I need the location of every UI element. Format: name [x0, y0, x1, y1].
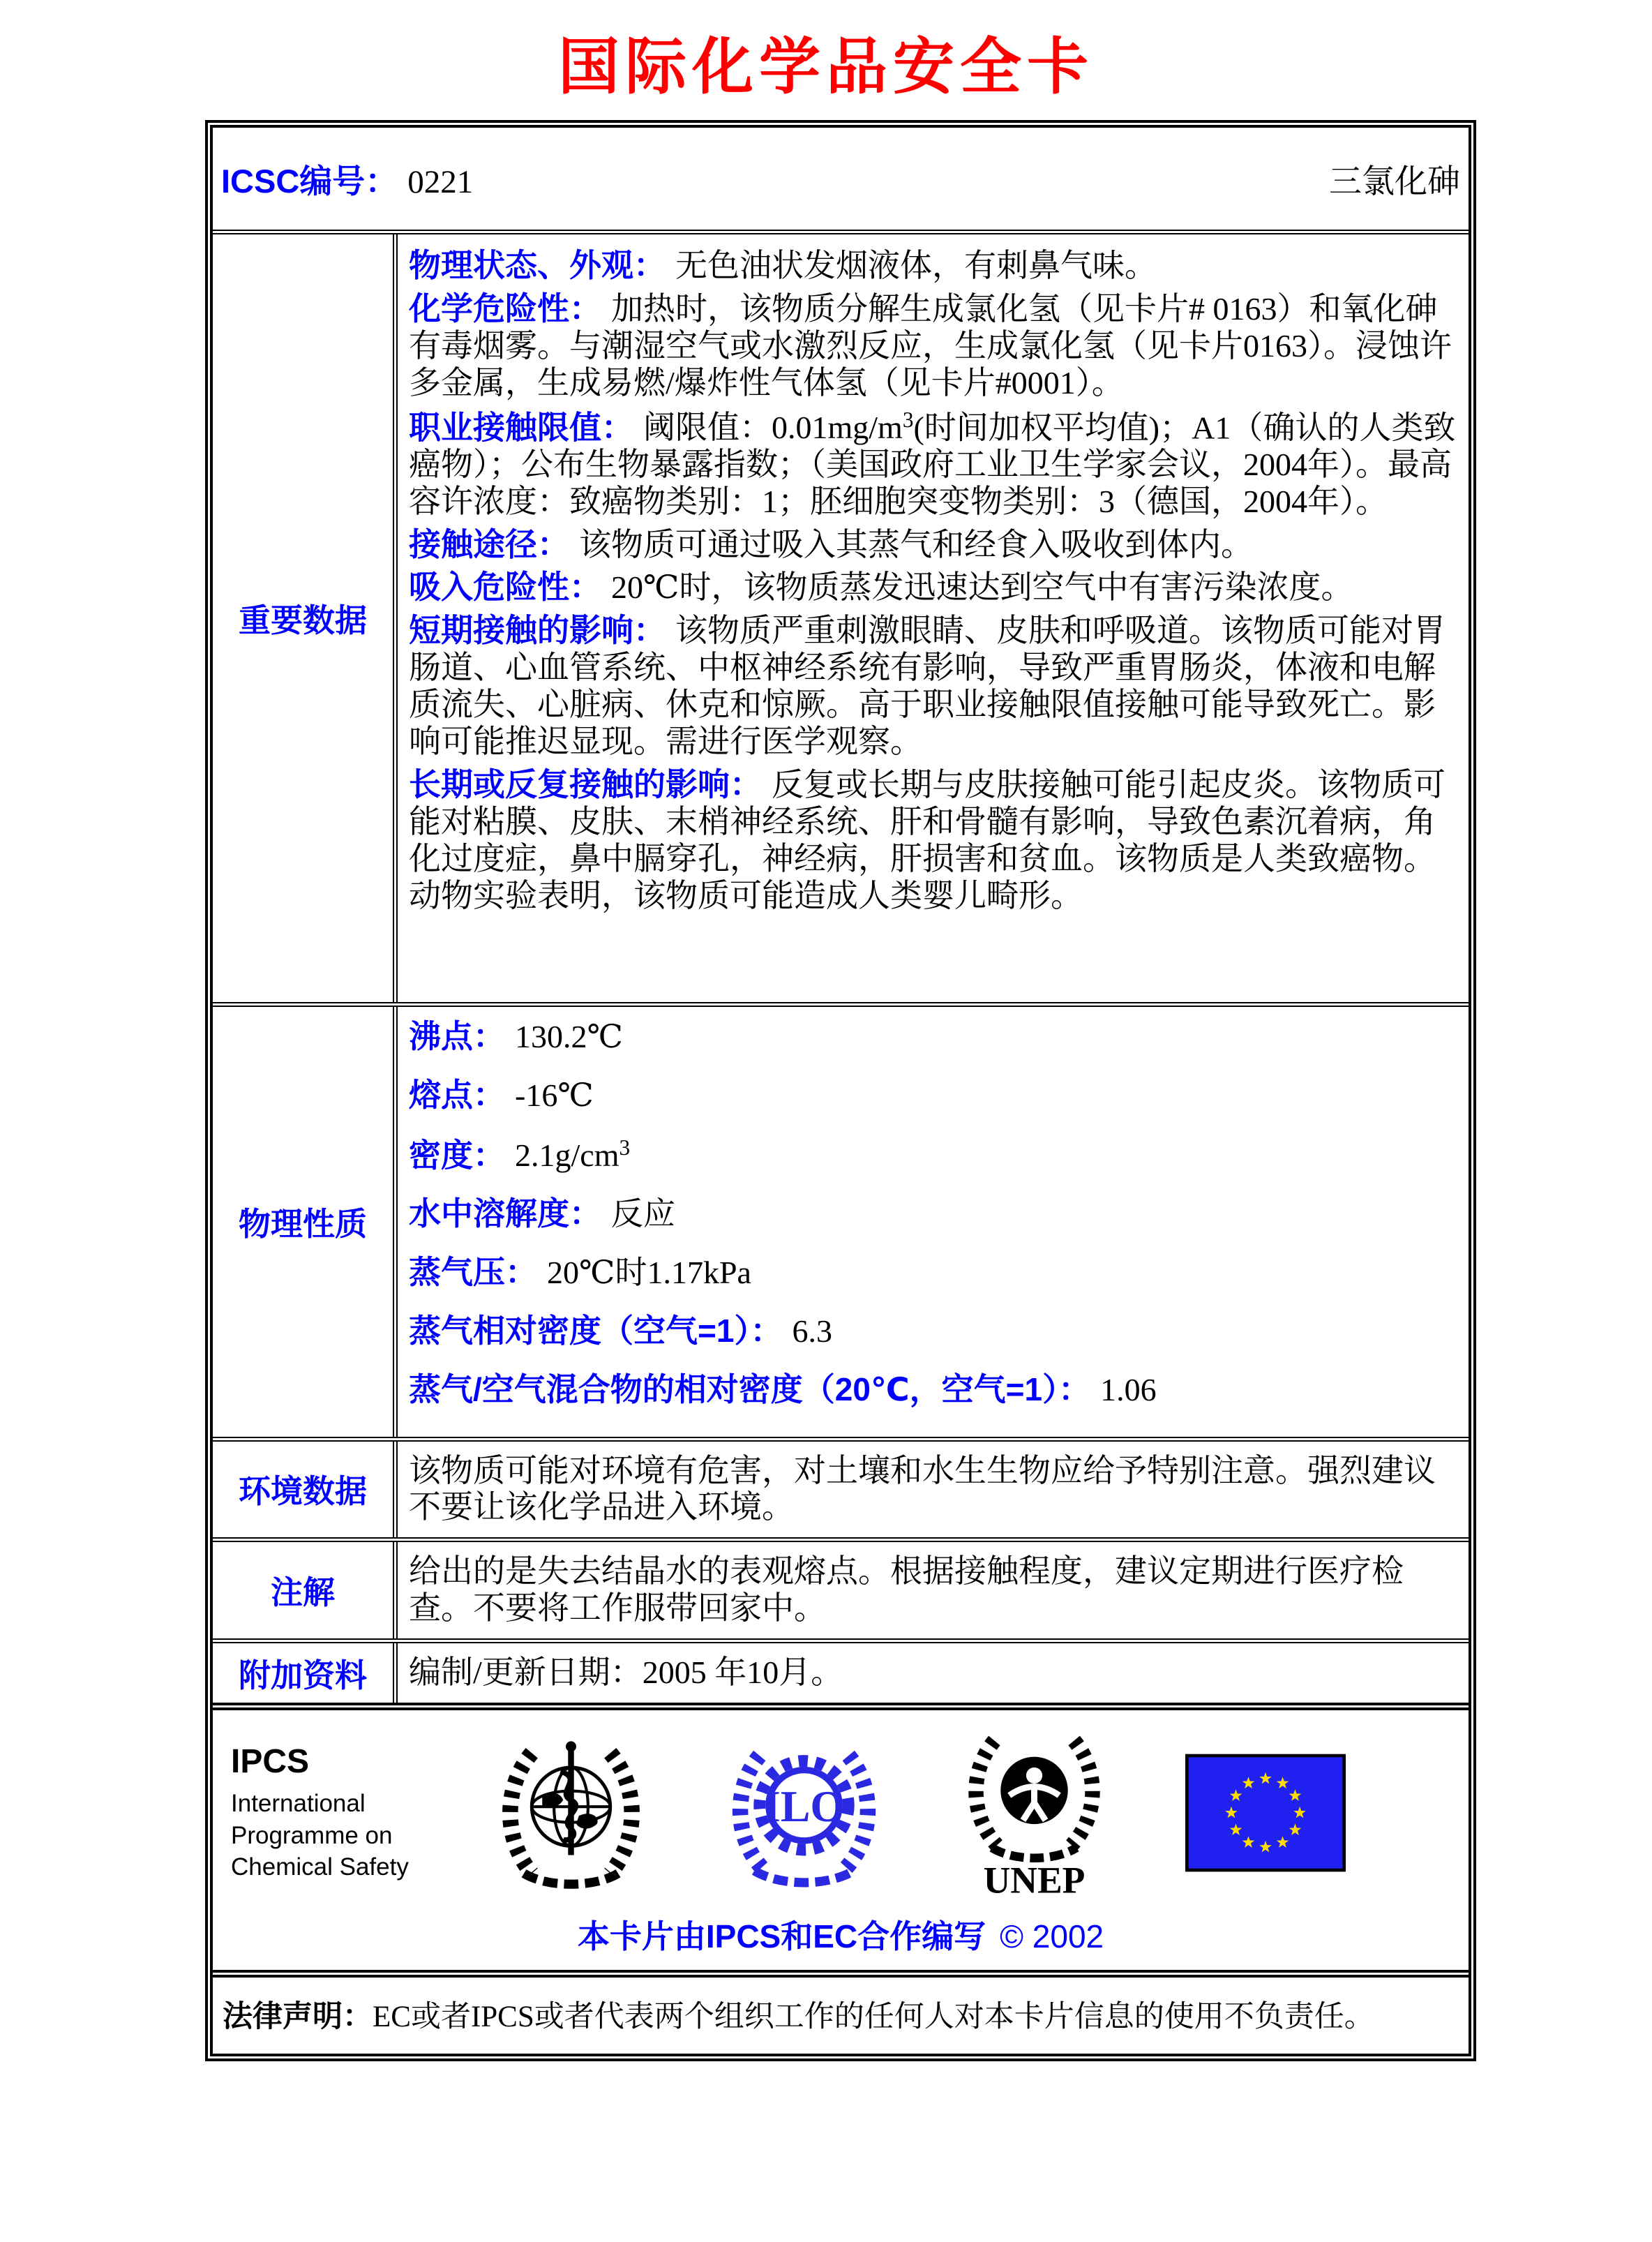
occupational-exposure-limits-text-1: 阈限值：0.01mg/m [643, 409, 903, 445]
vapor-air-mixture-density-value: 1.06 [1100, 1371, 1157, 1407]
ilo-monogram-text: ILO [763, 1781, 845, 1831]
density-label: 密度： [409, 1137, 505, 1174]
occupational-exposure-limits-label: 职业接触限值： [409, 408, 633, 445]
additional-information-row [213, 1638, 1469, 1703]
relative-vapor-density-line [409, 1313, 1457, 1350]
legal-notice-text: EC或者IPCS或者代表两个组织工作的任何人对本卡片信息的使用不负责任。 [373, 2001, 1374, 2034]
occupational-exposure-limits-paragraph [409, 408, 1457, 521]
boiling-point-label: 沸点： [409, 1018, 505, 1054]
exposure-routes-label: 接触途径： [409, 525, 569, 562]
unep-emblem-icon [959, 1726, 1109, 1900]
long-term-effects-label: 长期或反复接触的影响： [409, 765, 762, 802]
melting-point-value: -16℃ [515, 1077, 594, 1113]
unep-label-text: UNEP [983, 1859, 1085, 1901]
section-label-physical-properties: 物理性质 [213, 1007, 398, 1437]
legal-notice-row [213, 1970, 1469, 2054]
organization-logos [231, 1726, 1450, 1900]
card-header-row [213, 128, 1469, 230]
icsc-card [205, 120, 1476, 2061]
physical-properties-content [398, 1007, 1469, 1437]
icsc-number-label: ICSC编号： [221, 162, 398, 200]
density-value: 2.1g/cm [515, 1137, 620, 1174]
inhalation-risk-label: 吸入危险性： [409, 569, 601, 606]
occupational-exposure-limits-text-2: (时间加权平均值)；A1（确认的人类致癌物）；公布生物暴露指数；（美国政府工业卫生学家会议，2004年）。最高容许浓度：致癌物类别：1；胚细胞突变物类别：3（德国，2004年）。 [409, 409, 1456, 519]
vapor-air-mixture-density-label: 蒸气/空气混合物的相对密度（20℃，空气=1）： [409, 1370, 1091, 1407]
icsc-number-value: 0221 [407, 163, 474, 200]
water-solubility-label: 水中溶解度： [409, 1195, 601, 1232]
boiling-point-value: 130.2℃ [515, 1019, 623, 1054]
density-superscript: 3 [619, 1135, 631, 1160]
long-term-effects-text: 反复或长期与皮肤接触可能引起皮炎。该物质可能对粘膜、皮肤、末梢神经系统、肝和骨髓有影响，导致色素沉着病，角化过度症，鼻中膈穿孔，神经病，肝损害和贫血。该物质是人类致癌物。动物实验表明，该物质可能造成人类婴儿畸形。 [409, 766, 1446, 913]
section-label-additional-information: 附加资料 [213, 1643, 398, 1703]
inhalation-risk-text: 20℃时，该物质蒸发迅速达到空气中有害污染浓度。 [611, 569, 1353, 606]
physical-properties-row [213, 1002, 1469, 1437]
short-term-effects-paragraph [409, 612, 1457, 761]
environmental-data-row [213, 1437, 1469, 1538]
physical-state-text: 无色油状发烟液体，有刺鼻气味。 [675, 248, 1157, 283]
short-term-effects-label: 短期接触的影响： [409, 612, 666, 649]
safety-card-page [0, 18, 1652, 2061]
short-term-effects-text: 该物质严重刺激眼睛、皮肤和呼吸道。该物质可能对胃肠道、心血管系统、中枢神经系统有影响，导致严重胃肠炎，体液和电解质流失、心脏病、休克和惊厥。高于职业接触限值接触可能导致死亡。影响可能推迟显现。需进行医学观察。 [409, 613, 1446, 760]
vapor-air-mixture-density-line [409, 1371, 1457, 1409]
chemical-name: 三氯化砷 [1329, 163, 1460, 200]
copyright-text: © 2002 [1000, 1918, 1104, 1955]
ipcs-title: IPCS [231, 1743, 310, 1781]
additional-information-text: 编制/更新日期：2005 年10月。 [409, 1654, 843, 1691]
vapor-pressure-line [409, 1254, 1457, 1292]
exposure-routes-text: 该物质可通过吸入其蒸气和经食入吸收到体内。 [579, 526, 1253, 562]
relative-vapor-density-label: 蒸气相对密度（空气=1）： [409, 1312, 783, 1349]
cooperation-caption-text: 本卡片由IPCS和EC合作编写 [577, 1918, 986, 1955]
environmental-data-text: 该物质可能对环境有危害，对土壤和水生生物应给予特别注意。强烈建议不要让该化学品进入环境。 [409, 1452, 1436, 1525]
notes-content [398, 1542, 1469, 1638]
organizations-footer-row [213, 1703, 1469, 1970]
chemical-hazard-label: 化学危险性： [409, 290, 601, 327]
ipcs-subtitle-line1: International [231, 1790, 366, 1818]
long-term-effects-paragraph [409, 766, 1457, 915]
density-line [409, 1135, 1457, 1174]
section-label-environmental-data: 环境数据 [213, 1442, 398, 1538]
physical-state-label: 物理状态、外观： [409, 247, 666, 283]
melting-point-line [409, 1077, 1457, 1114]
vapor-pressure-value: 20℃时1.17kPa [547, 1254, 751, 1290]
ipcs-subtitle-line3: Chemical Safety [231, 1853, 409, 1881]
physical-state-paragraph [409, 247, 1457, 285]
notes-text: 给出的是失去结晶水的表观熔点。根据接触程度，建议定期进行医疗检查。不要将工作服带回家中。 [409, 1553, 1404, 1627]
occupational-exposure-limits-superscript: 3 [902, 407, 914, 432]
notes-row [213, 1537, 1469, 1638]
vapor-pressure-label: 蒸气压： [409, 1253, 537, 1290]
who-emblem-icon [493, 1735, 649, 1892]
chemical-hazard-text: 加热时，该物质分解生成氯化氢（见卡片# 0163）和氧化砷有毒烟雾。与潮湿空气或水激烈反应，生成氯化氢（见卡片0163）。浸蚀许多金属，生成易燃/爆炸性气体氢（见卡片#0001）。 [409, 290, 1452, 401]
cooperation-caption [231, 1911, 1450, 1957]
section-label-important-data: 重要数据 [213, 234, 398, 1002]
water-solubility-line [409, 1195, 1457, 1233]
ilo-emblem-icon [726, 1735, 883, 1892]
exposure-routes-paragraph [409, 526, 1457, 564]
important-data-content [398, 234, 1469, 1002]
boiling-point-line [409, 1018, 1457, 1056]
ipcs-subtitle-line2: Programme on [231, 1821, 393, 1849]
relative-vapor-density-value: 6.3 [792, 1313, 832, 1349]
icsc-number-group [221, 156, 473, 202]
legal-notice-label: 法律声明： [223, 2000, 373, 2034]
important-data-row [213, 230, 1469, 1002]
ipcs-text-block [231, 1742, 416, 1883]
chemical-hazard-paragraph [409, 290, 1457, 402]
section-label-notes: 注解 [213, 1542, 398, 1638]
water-solubility-value: 反应 [611, 1196, 675, 1232]
inhalation-risk-paragraph [409, 569, 1457, 606]
additional-information-content [398, 1643, 1469, 1703]
environmental-data-content [398, 1442, 1469, 1538]
eu-flag-icon [1185, 1754, 1346, 1872]
page-title: 国际化学品安全卡 [557, 32, 1094, 101]
melting-point-label: 熔点： [409, 1076, 505, 1113]
